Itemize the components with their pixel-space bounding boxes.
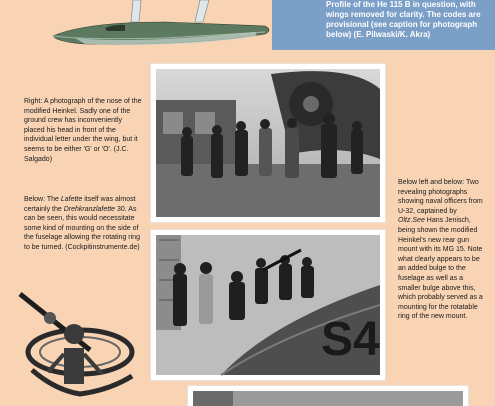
fuselage-code: S4 xyxy=(321,313,380,366)
lafette-caption-mid: itself was almost certainly the xyxy=(24,196,136,213)
photo-ground-crew-nose xyxy=(151,64,385,222)
photo-bottom-partial xyxy=(188,386,468,406)
photo-officers-gun-mount xyxy=(151,230,385,380)
officers-caption-rest: Hans Jenisch, being shown the modified Heinkel's new rear gun mount with its MG 15. Note what clearly appears to be an added bulge to the fuselage as well as a smaller bulge above this, which probably served as a mounting for the rotatable ring of the new mount. xyxy=(398,217,483,321)
profile-caption: Profile of the He 115 B in question, with wings removed for clarity. The codes are provisional (see caption for photograph below) (E. Pilwaski/K. Akra) xyxy=(326,0,481,39)
lafette-caption-intro: Below: The xyxy=(24,196,61,203)
officers-caption xyxy=(398,178,484,322)
lafette-gun-mount-cutout xyxy=(10,290,145,400)
aircraft-profile-illustration xyxy=(45,0,275,60)
lafette-caption xyxy=(24,195,142,253)
lafette-caption-rest: 30. As can be seen, this would necessitate some kind of mounting on the side of the fuselage allowing the rotating ring to be turned. (Cockpitinstrumente.de) xyxy=(24,205,140,251)
lafette-term: Lafette xyxy=(60,196,83,203)
officers-rank: Oltz.See xyxy=(398,217,425,225)
lafette-model: Drehkranzlafette xyxy=(63,205,116,213)
officers-caption-intro: Below left and below: Two revealing photographs showing naval officers from U-32, captained by xyxy=(398,179,483,215)
nose-photo-caption: Right: A photograph of the nose of the modified Heinkel. Sadly one of the ground crew has inconveniently placed his head in front of the individual letter under the wing, but it seems to be either 'G' or 'O'. (J.C. Salgado) xyxy=(24,98,142,163)
